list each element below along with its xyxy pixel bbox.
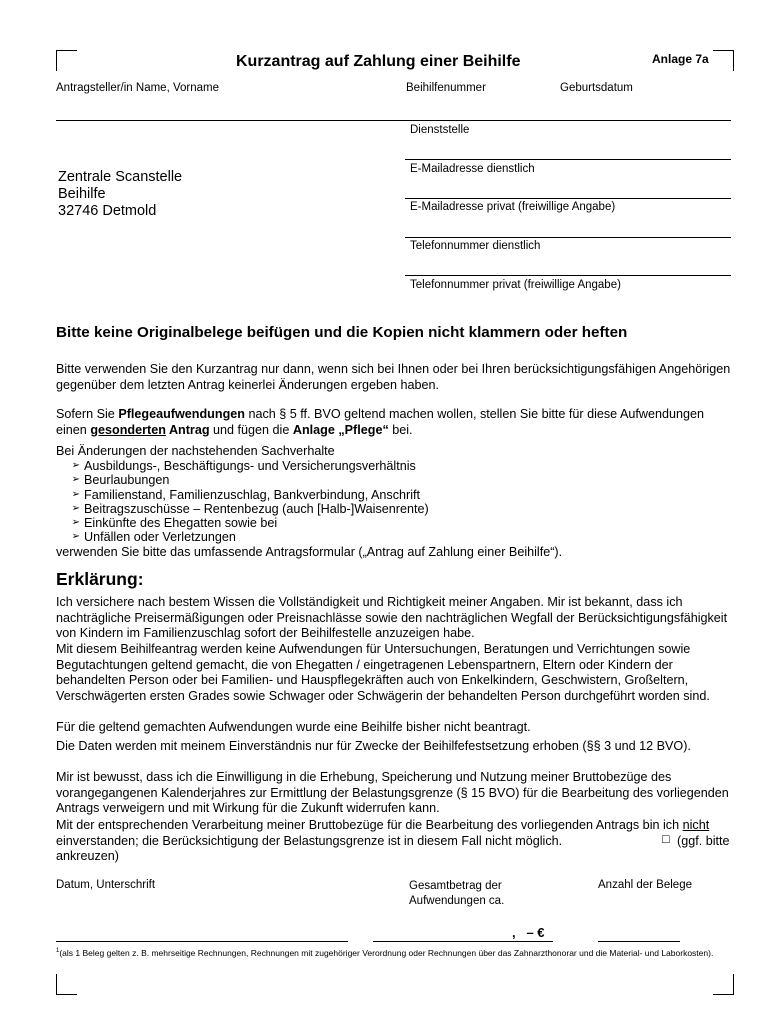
- address-line-1: Zentrale Scanstelle: [58, 169, 183, 185]
- p2-gesonderten: gesonderten: [90, 422, 166, 437]
- total-amount-line1: Gesamtbetrag der: [409, 880, 502, 892]
- amount-line[interactable]: [373, 941, 553, 942]
- changes-list-item: ➢ Beurlaubungen: [71, 473, 170, 488]
- arrow-bullet-icon: ➢: [71, 488, 80, 500]
- arrow-bullet-icon: ➢: [71, 517, 80, 529]
- p6-hint-part2: ankreuzen): [56, 849, 120, 863]
- total-amount-label: [409, 879, 504, 908]
- declaration-paragraph-6: [56, 818, 734, 849]
- arrow-bullet-icon: ➢: [71, 460, 80, 471]
- p2-text-f: und fügen die: [209, 422, 293, 437]
- geburtsdatum-label: Geburtsdatum: [560, 82, 633, 94]
- email-dienst-field-line[interactable]: [405, 198, 731, 199]
- tel-dienst-label: Telefonnummer dienstlich: [410, 240, 541, 252]
- name-field-line[interactable]: [56, 120, 731, 121]
- amount-field[interactable]: , – €: [512, 925, 545, 940]
- signature-line[interactable]: [56, 941, 348, 942]
- p6-hint-part1: (ggf. bitte: [677, 834, 730, 848]
- email-privat-field-line[interactable]: [405, 237, 731, 238]
- footnote-text: (als 1 Beleg gelten z. B. mehrseitige Rechnungen, Rechnungen mit zugehöriger Verordnung oder Rechnungen über das Zahnarzthonorar und die Material- und Laborkosten).: [59, 947, 714, 958]
- document-count-label: Anzahl der Belege: [598, 879, 692, 891]
- p2-text-h: bei.: [388, 422, 413, 437]
- address-line-3: 32746 Detmold: [58, 203, 157, 219]
- changes-list-item: ➢ Einkünfte des Ehegatten sowie bei: [71, 516, 278, 531]
- date-signature-label: Datum, Unterschrift: [56, 879, 156, 891]
- changes-list-item: ➢ Unfällen oder Verletzungen: [71, 530, 236, 545]
- document-count-line[interactable]: [598, 941, 680, 942]
- applicant-name-label: Antragsteller/in Name, Vorname: [56, 82, 219, 94]
- changes-list-item: ➢ Familienstand, Familienzuschlag, Bankverbindung, Anschrift: [71, 487, 421, 502]
- annex-label: Anlage 7a: [652, 52, 709, 66]
- changes-tail: verwenden Sie bitte das umfassende Antragsformular („Antrag auf Zahlung einer Beihilfe“).: [56, 545, 563, 559]
- email-privat-label: E-Mailadresse privat (freiwillige Angabe): [410, 201, 616, 213]
- arrow-bullet-icon: ➢: [71, 474, 80, 486]
- changes-list: [56, 459, 732, 545]
- recipient-address: [58, 169, 182, 220]
- p6-text-a: Mit der entsprechenden Verarbeitung meiner Bruttobezüge für die Bearbeitung des vorliegenden Antrags bin ich: [56, 818, 683, 832]
- footnote-mark: 1: [56, 948, 60, 954]
- p2-antrag: Antrag: [165, 422, 210, 437]
- corner-mark-bottom-left: [56, 974, 77, 995]
- declaration-paragraph-5: Mir ist bewusst, dass ich die Einwilligung in die Erhebung, Speicherung und Nutzung meiner Bruttobezüge des vorangegangenen Kalenderjahres zur Ermittlung der Belastungsgrenze (§ 15 BVO) für die Bearbeitung des vorliegenden Antrags verweigern und mit Wirkung für die Zukunft widerrufen kann.: [56, 770, 729, 816]
- declaration-heading: Erklärung:: [56, 569, 144, 589]
- corner-mark-top-right: [713, 50, 734, 71]
- intro-paragraph-2: [56, 407, 732, 438]
- corner-mark-bottom-right: [713, 974, 734, 995]
- p6-text-c: einverstanden; die Berücksichtigung der Belastungsgrenze ist in diesem Fall nicht möglich.: [56, 833, 563, 848]
- p2-text-a: Sofern Sie: [56, 407, 119, 421]
- dienststelle-label: Dienststelle: [410, 124, 470, 136]
- p2-pflegeaufwendungen: Pflegeaufwendungen: [118, 407, 245, 421]
- total-amount-line2: Aufwendungen ca.: [409, 894, 505, 907]
- p6-nicht: nicht: [682, 818, 710, 832]
- email-dienst-label: E-Mailadresse dienstlich: [410, 163, 535, 175]
- beihilfenummer-label: Beihilfenummer: [406, 82, 486, 94]
- declaration-paragraph-4: Die Daten werden mit meinem Einverständnis nur für Zwecke der Beihilfefestsetzung erhoben (§§ 3 und 12 BVO).: [56, 739, 691, 753]
- p2-text-c: nach § 5 ff. BVO geltend machen wollen, stellen Sie bitte für diese Aufwendungen einen: [56, 407, 705, 437]
- address-line-2: Beihilfe: [58, 186, 106, 202]
- form-title: Kurzantrag auf Zahlung einer Beihilfe: [236, 53, 521, 70]
- declaration-paragraph-3: Für die geltend gemachten Aufwendungen wurde eine Beihilfe bisher nicht beantragt.: [56, 720, 531, 734]
- intro-paragraph-1: Bitte verwenden Sie den Kurzantrag nur dann, wenn sich bei Ihnen oder bei Ihren berücksichtigungsfähigen Angehörigen gegenüber dem letzten Antrag keinerlei Änderungen ergeben haben.: [56, 362, 731, 392]
- dienststelle-field-line[interactable]: [405, 159, 731, 160]
- declaration-paragraph-1: Ich versichere nach bestem Wissen die Vollständigkeit und Richtigkeit meiner Angaben. Mir ist bekannt, dass ich nachträgliche Preisermäßigungen oder Preisnachlässe sowie den nachträglichen Wegfall der Berücksichtigungsfähigkeit von Kindern im Familienzuschlag sofort der Beihilfestelle anzuzeigen habe.: [56, 595, 728, 641]
- notice-heading: Bitte keine Originalbelege beifügen und die Kopien nicht klammern oder heften: [56, 324, 628, 341]
- declaration-paragraph-2: Mit diesem Beihilfeantrag werden keine Aufwendungen für Untersuchungen, Beratungen und Verrichtungen sowie Begutachtungen geltend gemacht, die von Ehegatten / eingetragenen Lebenspartnern, Eltern oder Kindern der behandelten Person oder bei Familien- und Hauspflegekräften auch von Enkelkindern, Geschwistern, Großeltern, Verschwägerten ersten Grades sowie Schwager oder Schwägerin der behandelten Person durchgeführt worden sind.: [56, 642, 710, 703]
- changes-list-item: ➢ Ausbildungs-, Beschäftigungs- und Versicherungsverhältnis: [71, 459, 416, 473]
- changes-lead: Bei Änderungen der nachstehenden Sachverhalte: [56, 444, 335, 458]
- corner-mark-top-left: [56, 50, 77, 71]
- footnote: [56, 946, 732, 959]
- consent-checkbox[interactable]: □: [662, 832, 670, 846]
- p2-anlage-pflege: Anlage „Pflege“: [292, 422, 389, 437]
- arrow-bullet-icon: ➢: [71, 502, 80, 514]
- arrow-bullet-icon: ➢: [71, 531, 80, 543]
- changes-list-item: ➢ Beitragszuschüsse – Rentenbezug (auch [Halb-]Waisenrente): [71, 501, 429, 516]
- tel-dienst-field-line[interactable]: [405, 275, 731, 276]
- tel-privat-label: Telefonnummer privat (freiwillige Angabe): [410, 279, 621, 291]
